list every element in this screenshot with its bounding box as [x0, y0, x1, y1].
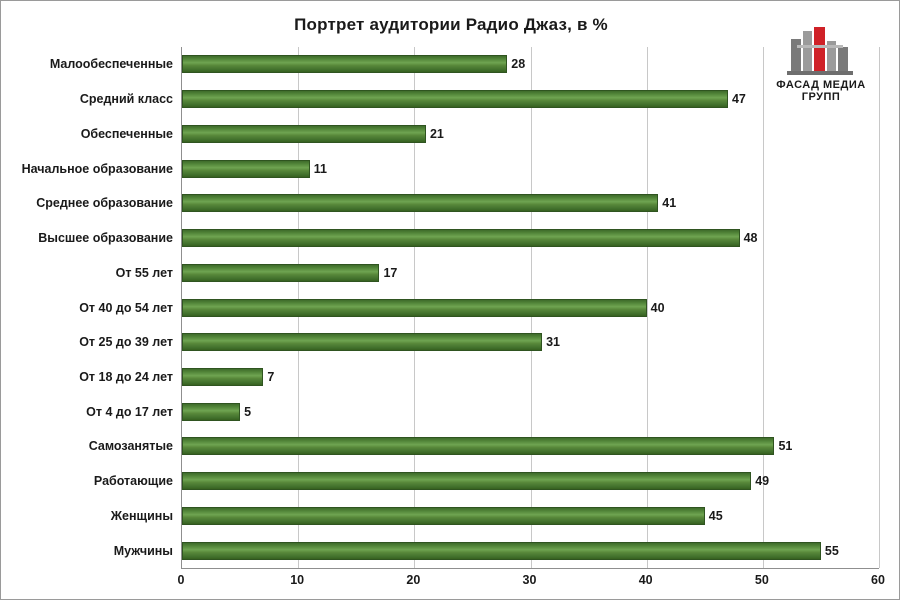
chart-title: Портрет аудитории Радио Джаз, в % — [294, 15, 608, 34]
category-label: Самозанятые — [88, 439, 173, 454]
category-label: Среднее образование — [36, 196, 173, 211]
x-tick-label: 20 — [406, 573, 421, 587]
bar-row — [182, 299, 879, 317]
bar-row — [182, 403, 879, 421]
category-label: Малообеспеченные — [49, 57, 173, 72]
bar-row — [182, 90, 879, 108]
bar-value-label: 49 — [755, 474, 770, 489]
bar[interactable] — [182, 542, 839, 560]
bar[interactable] — [182, 229, 758, 247]
bar-value-label: 5 — [244, 404, 252, 419]
bar[interactable] — [182, 472, 770, 490]
category-axis-labels — [1, 47, 173, 569]
bar-row — [182, 55, 879, 73]
bar[interactable] — [182, 160, 327, 178]
x-tick-label: 0 — [177, 573, 185, 587]
x-tick-label: 60 — [871, 573, 885, 587]
bar-row — [182, 194, 879, 212]
bar[interactable] — [182, 507, 723, 525]
bar-row — [182, 125, 879, 143]
category-label: Обеспеченные — [80, 126, 173, 141]
category-label: От 55 лет — [115, 265, 173, 280]
bar-value-label: 11 — [313, 161, 327, 176]
category-label: От 18 до 24 лет — [79, 369, 173, 384]
bar-row — [182, 542, 879, 560]
category-label: Начальное образование — [21, 161, 173, 176]
bar[interactable] — [182, 194, 677, 212]
x-tick-label: 10 — [290, 573, 305, 587]
bar-value-label: 45 — [708, 508, 723, 523]
bar-row — [182, 160, 879, 178]
bar-row — [182, 368, 879, 386]
bar-value-label: 48 — [743, 231, 758, 246]
category-label: Мужчины — [113, 543, 173, 558]
plot-area — [181, 47, 879, 569]
logo-caption: ФАСАД МЕДИА ГРУПП — [776, 79, 866, 103]
bar-value-label: 28 — [511, 57, 526, 72]
x-tick-label: 40 — [638, 573, 653, 587]
bar-row — [182, 333, 879, 351]
bar-value-label: 21 — [429, 126, 444, 141]
bar[interactable] — [182, 264, 398, 282]
bar-row — [182, 507, 879, 525]
category-label: Высшее образование — [38, 231, 173, 246]
bar-value-label: 7 — [267, 369, 275, 384]
category-label: От 25 до 39 лет — [79, 335, 173, 350]
bar[interactable] — [182, 125, 444, 143]
bar-value-label: 55 — [824, 543, 839, 558]
category-label: Средний класс — [79, 92, 173, 107]
bar[interactable] — [182, 333, 561, 351]
bar[interactable] — [182, 299, 665, 317]
x-tick-label: 50 — [754, 573, 769, 587]
bar[interactable] — [182, 368, 275, 386]
category-label: Работающие — [93, 474, 173, 489]
x-tick-label: 30 — [522, 573, 537, 587]
category-label: От 40 до 54 лет — [79, 300, 173, 315]
bar[interactable] — [182, 55, 526, 73]
bar-value-label: 41 — [662, 196, 677, 211]
bars-group — [182, 47, 879, 568]
bar-value-label: 31 — [546, 335, 561, 350]
bar-value-label: 51 — [778, 439, 793, 454]
bar[interactable] — [182, 403, 252, 421]
bar-row — [182, 437, 879, 455]
category-label: От 4 до 17 лет — [86, 404, 173, 419]
bar-row — [182, 264, 879, 282]
gridline — [879, 47, 880, 568]
bar-value-label: 40 — [650, 300, 665, 315]
bar[interactable] — [182, 90, 746, 108]
bar-row — [182, 229, 879, 247]
category-label: Женщины — [110, 508, 173, 523]
value-axis-labels — [177, 571, 885, 593]
bar-value-label: 17 — [383, 265, 398, 280]
bar-value-label: 47 — [731, 92, 746, 107]
bar-row — [182, 472, 879, 490]
bar[interactable] — [182, 437, 793, 455]
